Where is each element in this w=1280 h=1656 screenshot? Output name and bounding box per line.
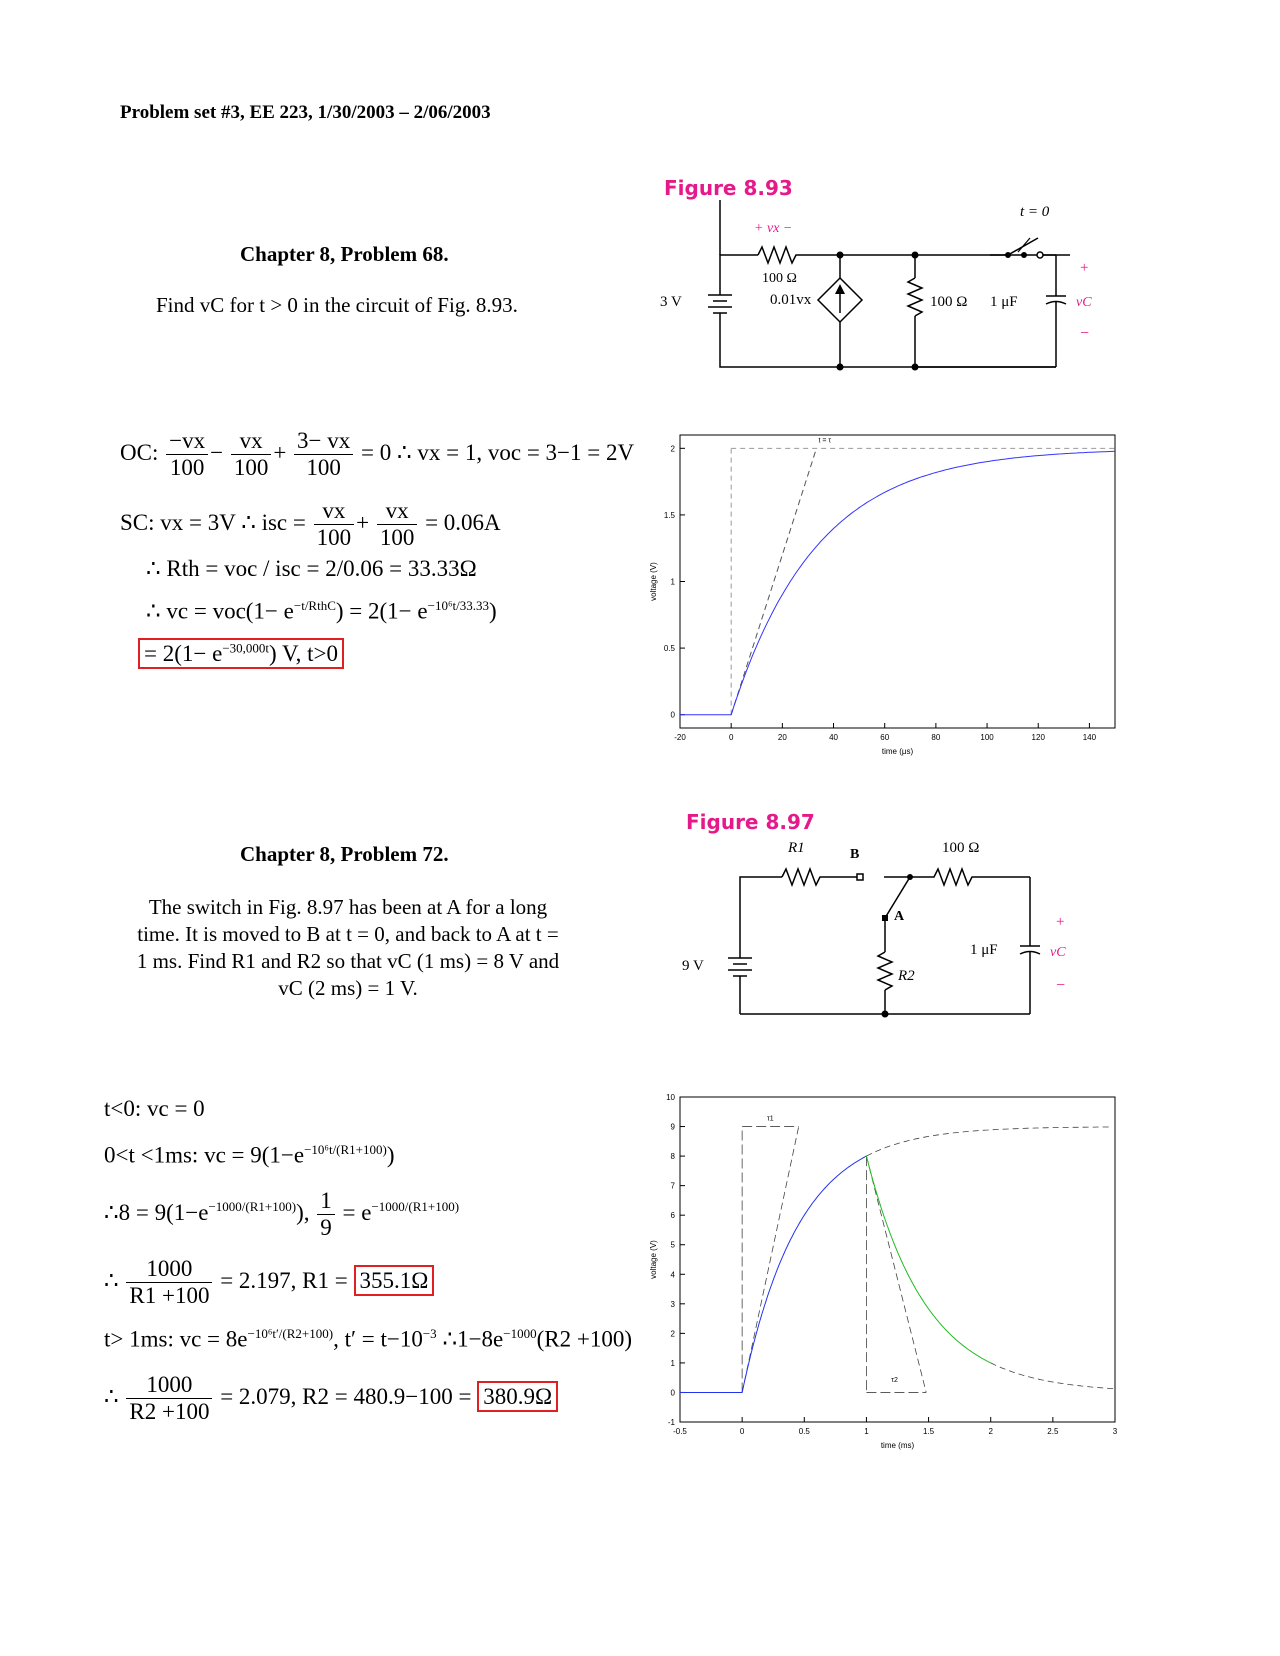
y-axis-label: voltage (V)	[649, 1240, 658, 1279]
p72-line4: ∴ $\frac{1000}{R1 +100}$ = 2.197, R1 = 355.1Ω	[104, 1256, 434, 1309]
cap-label: 1 μF	[990, 294, 1018, 310]
y-tick-label: 0.5	[663, 644, 675, 654]
vx-polarity-label: + vx −	[754, 221, 793, 236]
p72-statement-line: vC (2 ms) = 1 V.	[278, 976, 418, 1000]
cap-label: 1 μF	[970, 942, 998, 958]
x-tick-label: 40	[829, 733, 838, 742]
x-tick-label: 2.5	[1047, 1427, 1059, 1436]
y-tick-label: 9	[670, 1122, 675, 1132]
y-tick-label: 1	[670, 577, 675, 587]
p68-answer: = $2(1- e^{-30,000t})$ V, t>0	[138, 640, 344, 667]
sc-equation: SC: vx = 3V ∴ isc = $\frac{vx}{100}$ + $\frac{vx}{100}$ = 0.06A	[120, 498, 501, 550]
source-label: 3 V	[660, 294, 682, 310]
r1-label: R1	[788, 840, 805, 856]
y-tick-label: 0	[670, 1388, 675, 1398]
vc-label: vC	[1050, 945, 1066, 960]
p72-statement	[118, 894, 578, 1002]
x-tick-label: 60	[880, 733, 890, 742]
x-tick-label: 140	[1082, 733, 1097, 742]
y-tick-label: 2	[670, 444, 675, 454]
x-tick-label: -0.5	[673, 1427, 687, 1436]
vc-minus: −	[1080, 325, 1090, 342]
x-tick-label: 1.5	[923, 1427, 935, 1436]
r2-label: R2	[898, 968, 915, 984]
node-a-label: A	[894, 909, 905, 924]
fig-8-97-circuit	[670, 830, 1120, 1030]
p72-line3: ∴8 = $9(1-e^{-1000/(R1+100)})$, $\frac{1}{9}$ = $e^{-1000/(R1+100)}$	[104, 1188, 460, 1240]
p72-title: Chapter 8, Problem 72.	[240, 842, 449, 866]
r1-answer: 355.1Ω	[354, 1265, 435, 1296]
x-tick-label: 20	[777, 733, 787, 742]
x-tick-label: 0	[728, 733, 734, 742]
y-tick-label: 7	[670, 1181, 675, 1191]
x-axis-label: time (ms)	[880, 1441, 915, 1450]
document-header: Problem set #3, EE 223, 1/30/2003 – 2/06/2003	[120, 102, 491, 123]
y-tick-label: 8	[670, 1152, 675, 1162]
p72-statement-line: time. It is moved to B at t = 0, and back to A at t =	[137, 922, 559, 946]
y-tick-label: 5	[670, 1240, 675, 1250]
p68-statement: Find vC for t > 0 in the circuit of Fig. 8.93.	[156, 293, 518, 317]
y-tick-label: 4	[670, 1270, 675, 1280]
y-axis-label: voltage (V)	[649, 562, 658, 601]
vc-minus: −	[1056, 977, 1066, 994]
fig-8-97-title: Figure 8.97	[686, 810, 815, 834]
p72-statement-line: The switch in Fig. 8.97 has been at A for a long	[148, 895, 548, 919]
switch-label: t = 0	[1020, 204, 1050, 220]
x-tick-label: 0.5	[798, 1427, 810, 1436]
plot-frame	[680, 435, 1115, 728]
plot-frame	[680, 1097, 1115, 1422]
y-tick-label: 10	[666, 1093, 675, 1102]
x-tick-label: 3	[1112, 1427, 1118, 1436]
y-tick-label: 6	[670, 1211, 675, 1221]
y-tick-label: -1	[667, 1418, 675, 1427]
x-tick-label: 1	[864, 1427, 869, 1436]
r2-answer: 380.9Ω	[477, 1381, 558, 1412]
vc-equation: ∴ vc = $voc(1- e^{-t/RthC}) = 2(1- e^{-10^6t/33.33})$	[146, 598, 497, 624]
x-tick-label: -20	[674, 733, 686, 742]
tau2-annotation: τ2	[891, 1377, 898, 1385]
vc-label: vC	[1076, 295, 1092, 310]
p68-title: Chapter 8, Problem 68.	[240, 242, 449, 266]
x-tick-label: 2	[988, 1427, 993, 1436]
oc-equation: OC: $\frac{-vx}{100}$ − $\frac{vx}{100}$ + $\frac{3- vx}{100}$ = 0 ∴ vx = 1, voc = 3−1 = 2V	[120, 428, 635, 480]
r1-label: 100 Ω	[762, 271, 797, 286]
dep-source-label: 0.01vx	[770, 292, 812, 308]
y-tick-label: 1.5	[663, 510, 675, 520]
x-tick-label: 120	[1031, 733, 1045, 742]
y-tick-label: 2	[670, 1329, 675, 1339]
p72-line6: ∴ $\frac{1000}{R2 +100}$ = 2.079, R2 = 480.9−100 = 380.9Ω	[104, 1372, 558, 1425]
source-label: 9 V	[682, 958, 704, 974]
x-tick-label: 0	[739, 1427, 745, 1436]
fig-8-93-title: Figure 8.93	[664, 176, 793, 200]
tau1-annotation: τ1	[767, 1115, 774, 1123]
p72-line2: 0<t <1ms: vc = $9(1-e^{-10^6t/(R1+100)})$	[104, 1142, 395, 1168]
y-tick-label: 0	[670, 710, 675, 720]
rth-equation: ∴ Rth = voc / isc = 2/0.06 = 33.33Ω	[146, 556, 477, 581]
vc-plus: +	[1056, 914, 1065, 930]
x-tick-label: 80	[931, 733, 941, 742]
r-series-label: 100 Ω	[942, 840, 980, 856]
y-tick-label: 1	[670, 1358, 675, 1368]
tau-annotation: t = τ	[818, 437, 832, 445]
fig-8-93-circuit	[650, 200, 1110, 380]
p72-line5: t> 1ms: vc = $8e^{-10^6t'/(R2+100)}$, $t' = t-10^{-3}$ $\therefore 1-8e^{-1000}(R2 +100)$	[104, 1326, 632, 1352]
p72-line1: t<0: vc = 0	[104, 1096, 205, 1121]
r2-label: 100 Ω	[930, 294, 968, 310]
y-tick-label: 3	[670, 1299, 675, 1309]
p72-statement-line: 1 ms. Find R1 and R2 so that vC (1 ms) = 8 V and	[136, 949, 560, 973]
vc-plus: +	[1080, 260, 1089, 276]
chart-8-93-response	[640, 420, 1140, 770]
x-axis-label: time (μs)	[881, 747, 914, 756]
node-b-label: B	[850, 847, 860, 862]
x-tick-label: 100	[980, 733, 994, 742]
chart-8-97-response	[640, 1082, 1140, 1462]
